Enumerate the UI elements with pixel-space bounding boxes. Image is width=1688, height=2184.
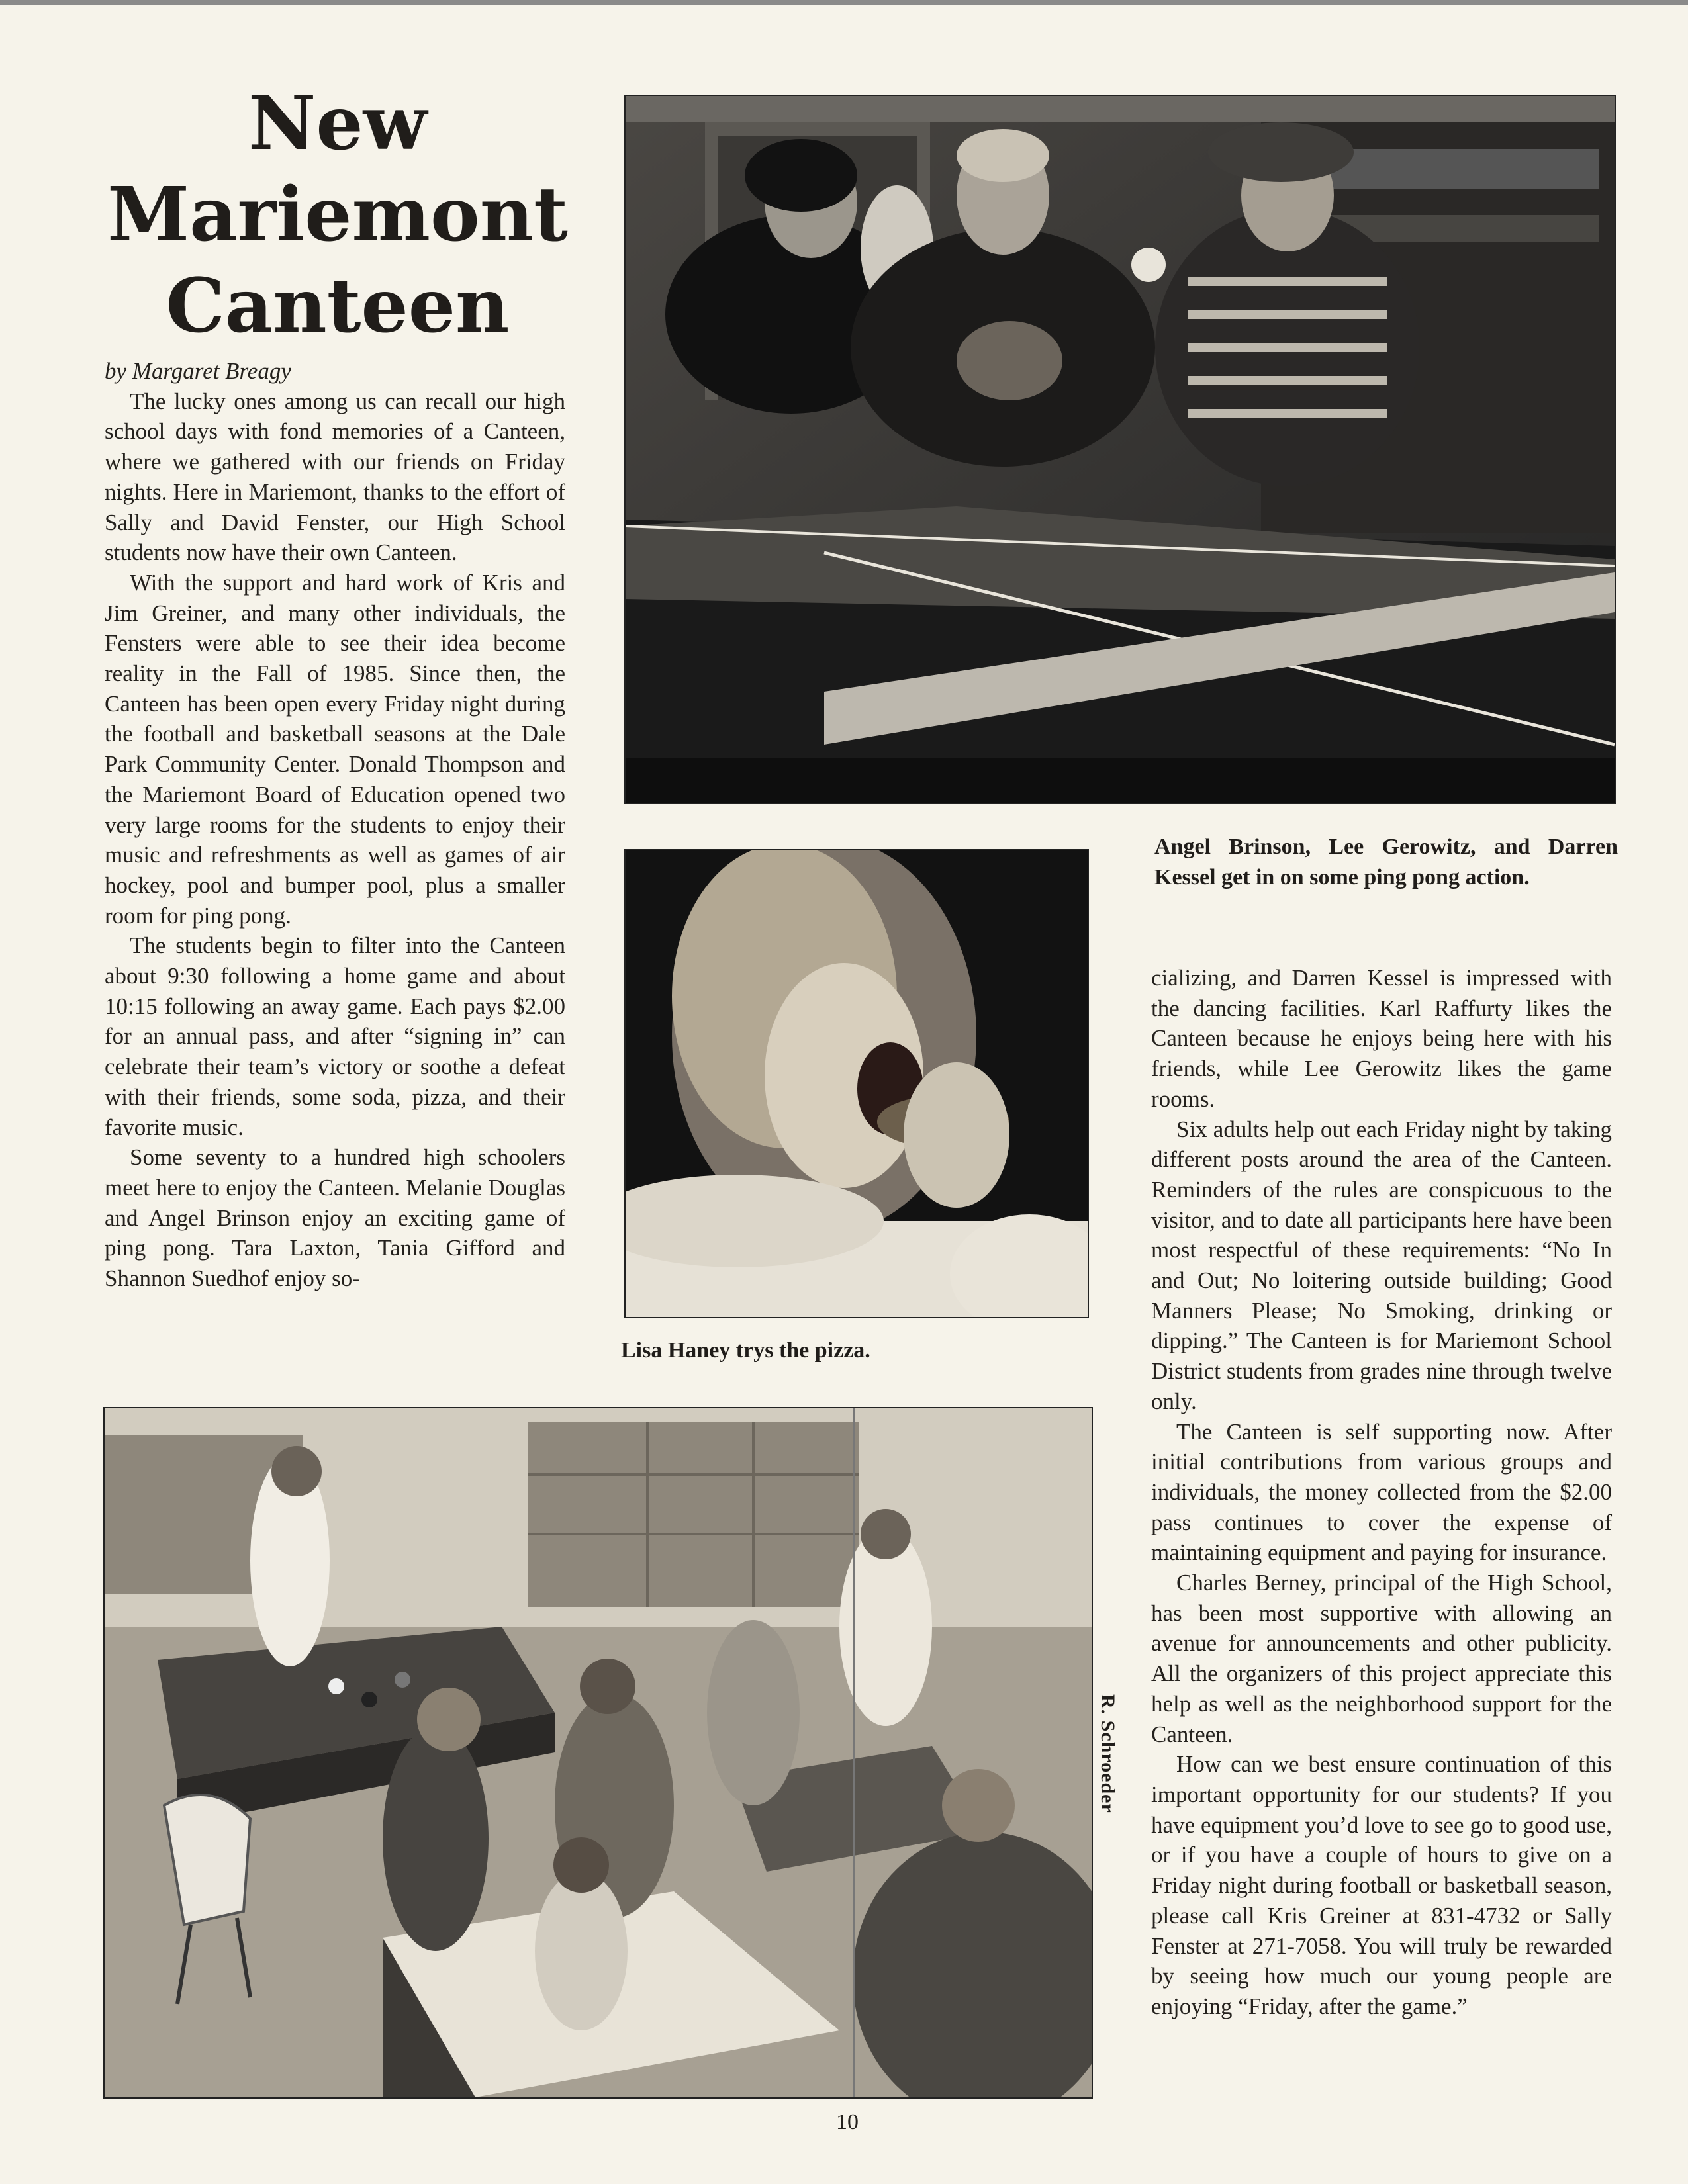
paragraph: With the support and hard work of Kris and Jim Greiner, and many other individuals, the Fensters were able to see their idea become reality in the Fall of 1985. Since then, the Canteen has been open every Friday night during the football and basketball seasons at the Dale Park Community Center. Donald Thompson and the Mariemont Board of Education opened two very large rooms for the students to enjoy their music and refreshments as well as games of air hockey, pool and bumper pool, plus a smaller room for ping pong.: [105, 569, 565, 929]
paragraph: The Canteen is self supporting now. After initial contributions from various groups and individuals, the money collected from the $2.00 pass continues to cover the expense of maintaining equipment and paying for insurance.: [1151, 1418, 1612, 1566]
paragraph: The students begin to filter into the Canteen about 9:30 following a home game and about 10:15 following an away game. Each pays $2.00 for an annual pass, and after “signing in” can celebrate their team’s victory or soothe a defeat with their friends, some soda, pizza, and their favorite music.: [105, 933, 565, 1140]
title-line-1: New: [248, 80, 428, 167]
page-number: 10: [836, 2110, 859, 2134]
page-top-edge: [0, 0, 1688, 5]
byline: by Margaret Breagy: [105, 358, 291, 384]
article-column-1: [105, 356, 565, 1294]
title-line-3: Canteen: [165, 263, 510, 349]
paragraph: Some seventy to a hundred high schoolers meet here to enjoy the Canteen. Melanie Douglas and Angel Brinson enjoy an exciting game of ping pong. Tara Laxton, Tania Gifford and Shannon Suedhof enjoy so-: [105, 1144, 565, 1292]
paragraph: The lucky ones among us can recall our high school days with fond memories of a Canteen, where we gathered with our friends on Friday nights. Here in Mariemont, thanks to the effort of Sally and David Fenster, our High School students now have their own Canteen.: [105, 388, 565, 566]
pizza-photo: [624, 849, 1089, 1318]
article-column-3: [1151, 963, 1612, 2022]
paragraph: Six adults help out each Friday night by taking different posts around the area of the Canteen. Reminders of the rules are conspicuous to the visitor, and to date all participants here have been most respectful of these requirements: “No In and Out; No loitering outside building; Good Manners Please; No Smoking, drinking or dipping.” The Canteen is for Mariemont School District students from grades nine through twelve only.: [1151, 1116, 1612, 1414]
game-room-photo: [103, 1407, 1093, 2099]
photo-credit: R. Schroeder: [1097, 1694, 1119, 1813]
paragraph: cializing, and Darren Kessel is impressed with the dancing facilities. Karl Raffurty likes the Canteen because he enjoys being here with his friends, while Lee Gerowitz likes the game rooms.: [1151, 965, 1612, 1112]
title-line-2: Mariemont: [107, 171, 568, 258]
pizza-caption: Lisa Haney trys the pizza.: [621, 1338, 870, 1363]
ping-pong-caption: Angel Brinson, Lee Gerowitz, and Darren Kessel get in on some ping pong action.: [1154, 835, 1618, 889]
paragraph: Charles Berney, principal of the High School, has been most supportive with allowing an avenue for announcements and other publicity. All the organizers of this project appreciate this help as well as the neighborhood support for the Canteen.: [1151, 1570, 1612, 1747]
ping-pong-photo: [624, 95, 1616, 804]
paragraph: How can we best ensure continuation of this important opportunity for our students? If you have equipment you’d love to see go to good use, or if you have a couple of hours to give on a Friday night during football or basketball season, please call Kris Greiner at 831-4732 or Sally Fenster at 271-7058. You will truly be rewarded by seeing how much our young people are enjoying “Friday, after the game.”: [1151, 1751, 1612, 2019]
article-title: [99, 78, 576, 352]
